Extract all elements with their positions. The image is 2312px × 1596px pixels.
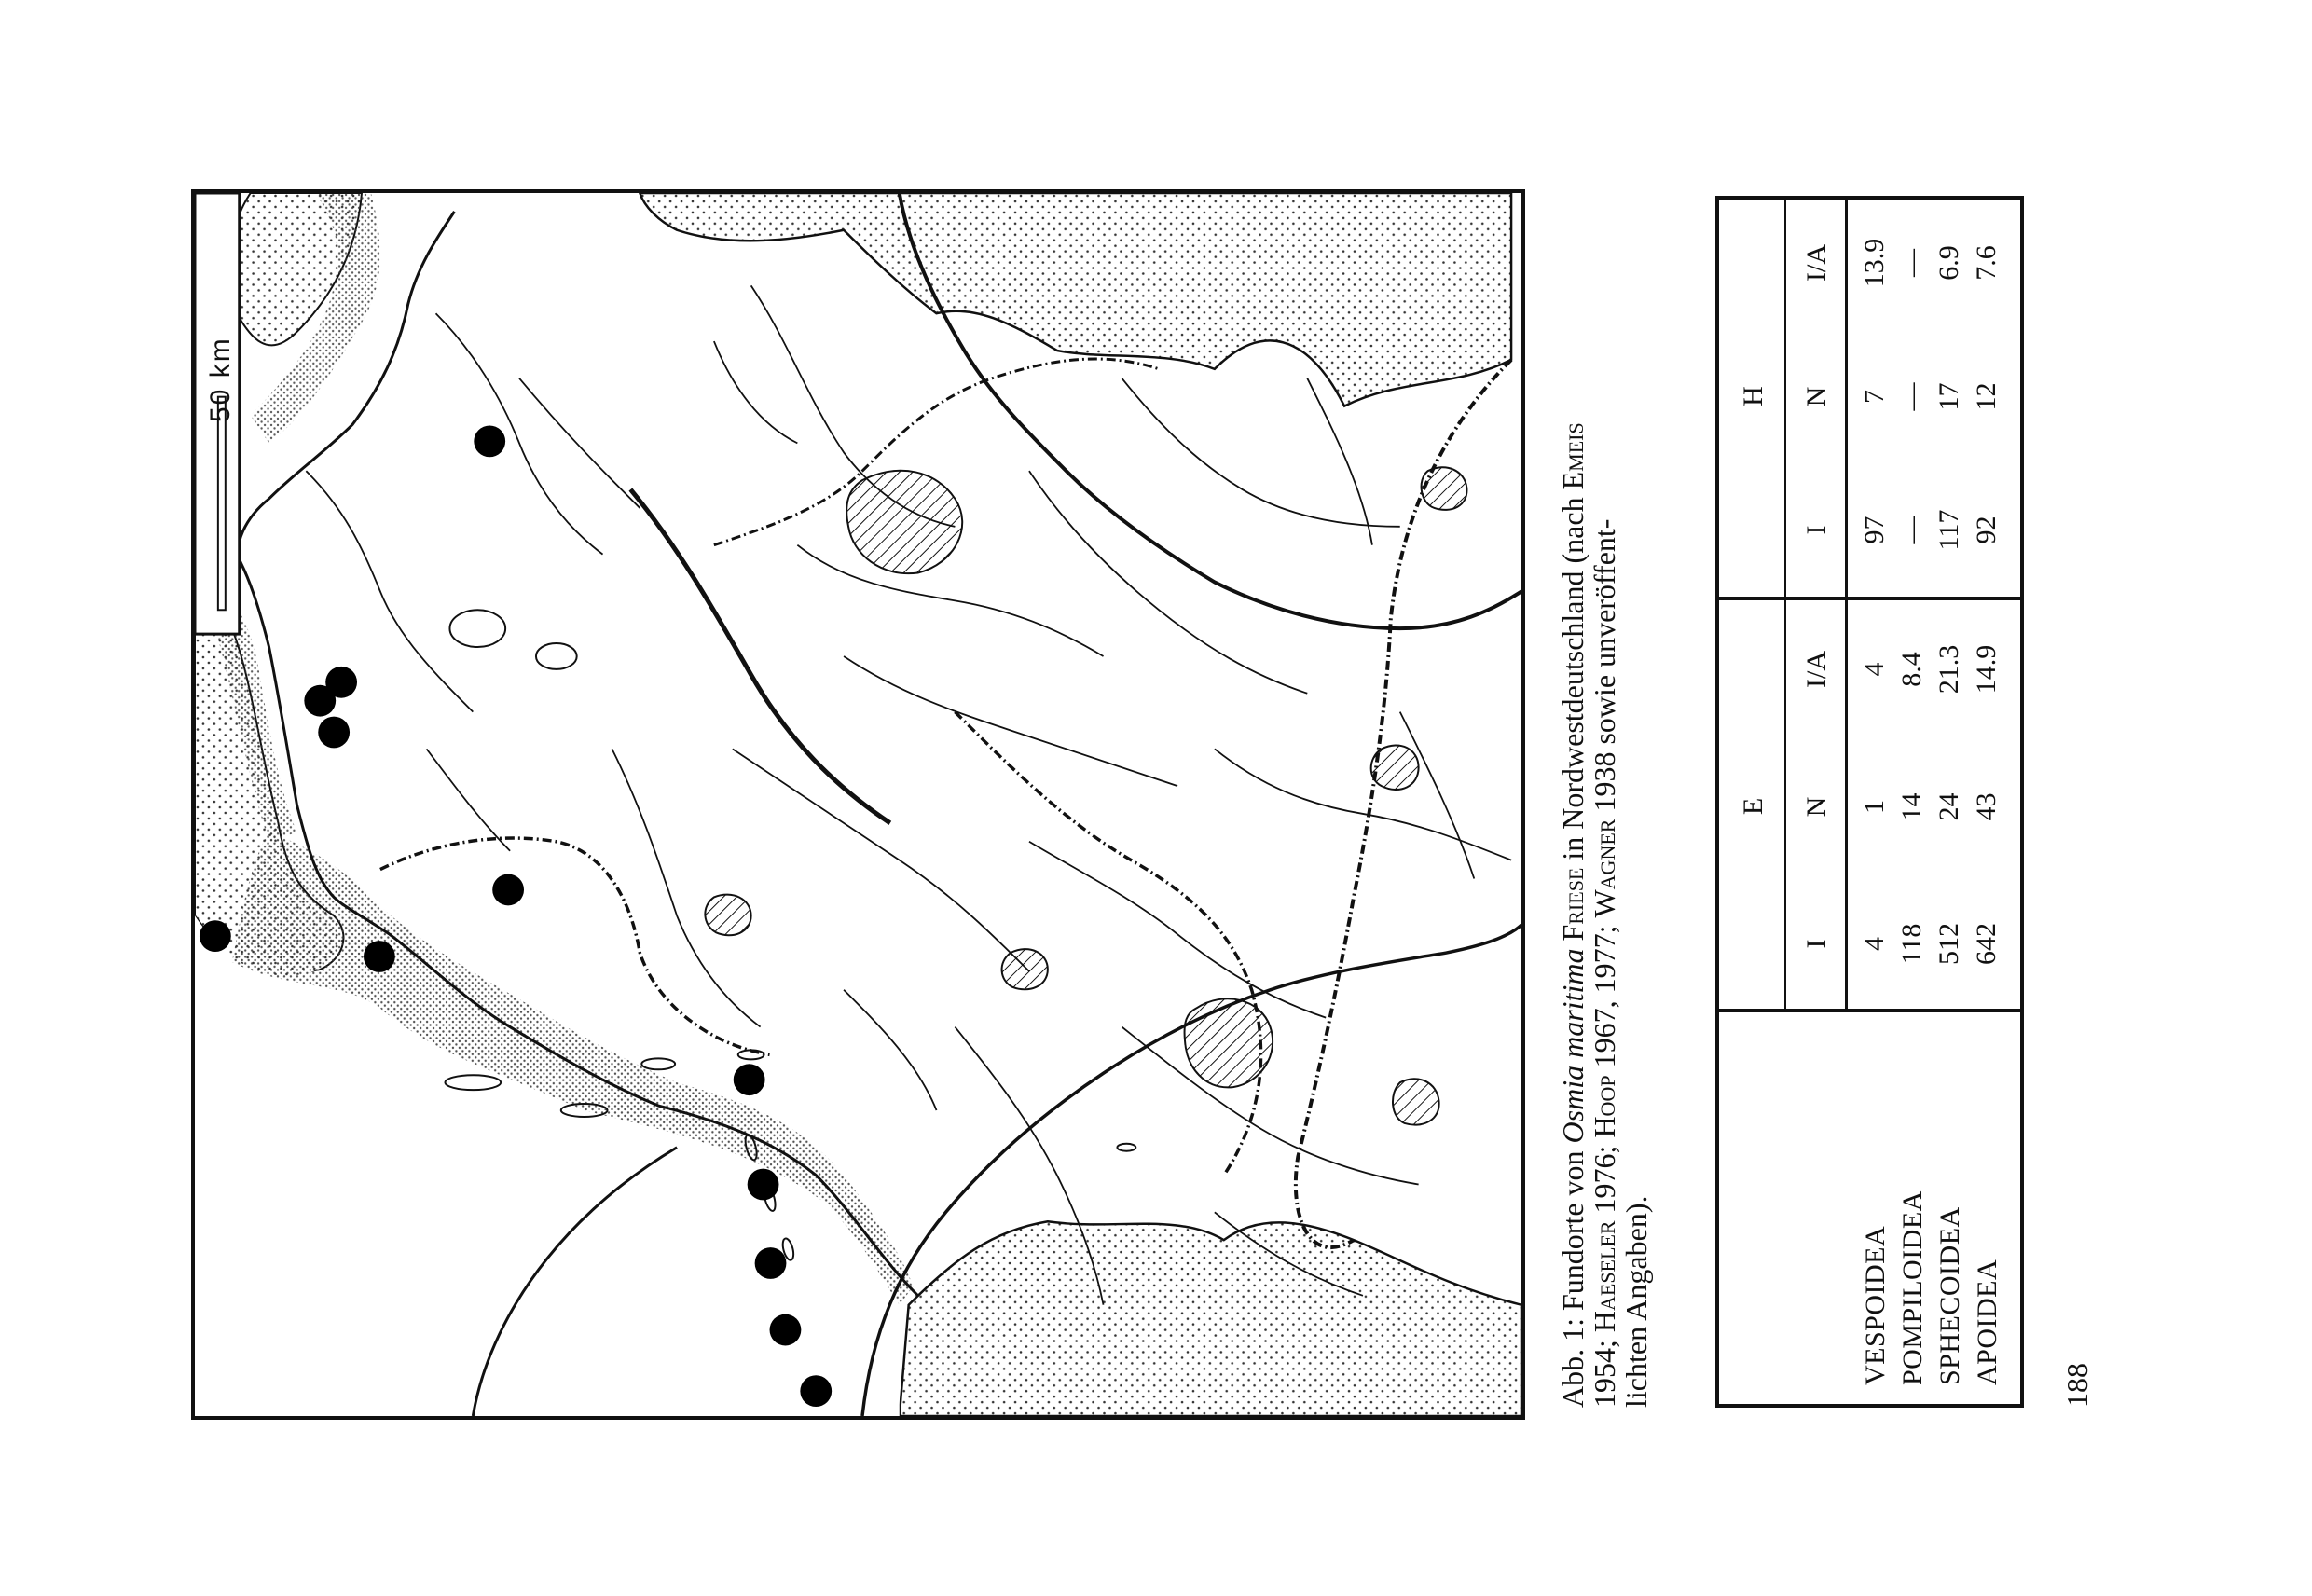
caption-text: 1976; [1588, 1137, 1621, 1221]
island [1117, 1144, 1135, 1151]
data-table [1715, 196, 2024, 1408]
dotted-area-bottom [900, 1221, 1521, 1416]
city [1422, 467, 1467, 510]
locality-dot [318, 717, 350, 749]
city-hamburg [846, 471, 962, 573]
city [705, 895, 750, 936]
island [536, 643, 577, 669]
col-header-e-n: N [1801, 796, 1832, 818]
cell-h-i: 117 [1934, 509, 1964, 551]
locality-dot [748, 1169, 779, 1201]
island [449, 610, 505, 647]
row-label: APOIDEA [1972, 1259, 2002, 1385]
cell-h-i: 92 [1971, 516, 2002, 544]
locality-dot [304, 685, 336, 717]
cell-e-n: 43 [1971, 792, 2002, 821]
cell-e-i: 118 [1896, 923, 1927, 965]
city [1371, 745, 1419, 790]
cell-h-ia: 6.9 [1934, 245, 1964, 281]
group-header-e: E [1738, 797, 1768, 816]
city-bremen [1185, 998, 1273, 1087]
cell-e-n: 14 [1896, 792, 1927, 821]
locality-dot [492, 874, 524, 906]
cell-h-n: 7 [1859, 390, 1890, 404]
cell-h-n: — [1896, 382, 1927, 411]
distribution-map [191, 189, 1525, 1420]
caption-text: in Nordwestdeutschland (nach [1556, 489, 1590, 868]
page-number: 188 [2060, 1363, 2094, 1408]
rotated-text-block [1552, 186, 2112, 1408]
locality-dot [770, 1314, 802, 1346]
scale-label: 50 km [205, 337, 236, 422]
figure-caption [1557, 196, 1652, 1408]
col-header-h-i: I [1801, 525, 1832, 535]
cell-h-ia: 13.9 [1859, 238, 1890, 288]
map-svg [195, 193, 1521, 1416]
caption-text: 1938 sowie unveröffent- [1588, 518, 1621, 819]
reference-author: Hoop [1588, 1075, 1621, 1138]
row-label: SPHECOIDEA [1934, 1206, 1965, 1385]
cell-e-ia: 14.9 [1971, 644, 2002, 695]
cell-e-i: 4 [1859, 937, 1890, 951]
caption-text: 1967, 1977; [1588, 917, 1621, 1076]
species-author: Friese [1556, 867, 1590, 942]
cell-e-ia: 8.4 [1896, 652, 1927, 687]
reference-author: Wagner [1588, 819, 1621, 918]
island [641, 1058, 675, 1069]
reference-author: Haeseler [1588, 1220, 1621, 1333]
cell-h-ia: — [1896, 249, 1927, 277]
dotted-area-top [640, 193, 1511, 406]
city [1393, 1079, 1439, 1124]
cell-e-i: 642 [1971, 923, 2002, 965]
row-label: VESPOIDEA [1860, 1225, 1891, 1385]
cell-h-n: 17 [1934, 382, 1964, 411]
col-header-h-ia: I/A [1801, 244, 1832, 282]
cell-h-i: — [1896, 516, 1927, 544]
reference-author: Emeis [1556, 422, 1590, 490]
river-estuary [630, 489, 889, 823]
caption-line-3: lichten Angaben). [1619, 1195, 1653, 1408]
caption-text: 1954; [1588, 1332, 1621, 1408]
col-header-h-n: N [1801, 386, 1832, 407]
row-label: POMPILOIDEA [1897, 1190, 1928, 1385]
cell-h-i: 97 [1859, 516, 1890, 544]
cell-e-i: 512 [1934, 923, 1964, 965]
cell-e-ia: 21.3 [1934, 644, 1964, 695]
caption-text: Abb. 1: Fundorte von [1556, 1143, 1590, 1408]
locality-dot [364, 941, 395, 972]
col-header-e-ia: I/A [1801, 651, 1832, 688]
cell-h-n: 12 [1971, 382, 2002, 411]
locality-dot [474, 425, 505, 457]
cell-e-n: 1 [1859, 800, 1890, 814]
cell-e-n: 24 [1934, 792, 1964, 821]
group-header-h: H [1738, 386, 1768, 406]
locality-dot [200, 920, 231, 952]
cell-e-ia: 4 [1859, 662, 1890, 677]
caption-line-2 [1589, 196, 1620, 1408]
locality-dot [734, 1064, 765, 1095]
cell-h-ia: 7.6 [1971, 245, 2002, 281]
species-name: Osmia maritima [1556, 948, 1590, 1144]
caption-line-1 [1557, 196, 1589, 1408]
locality-dot [800, 1375, 832, 1407]
col-header-e-i: I [1801, 939, 1832, 949]
locality-dot [755, 1247, 787, 1279]
city [1002, 949, 1048, 989]
